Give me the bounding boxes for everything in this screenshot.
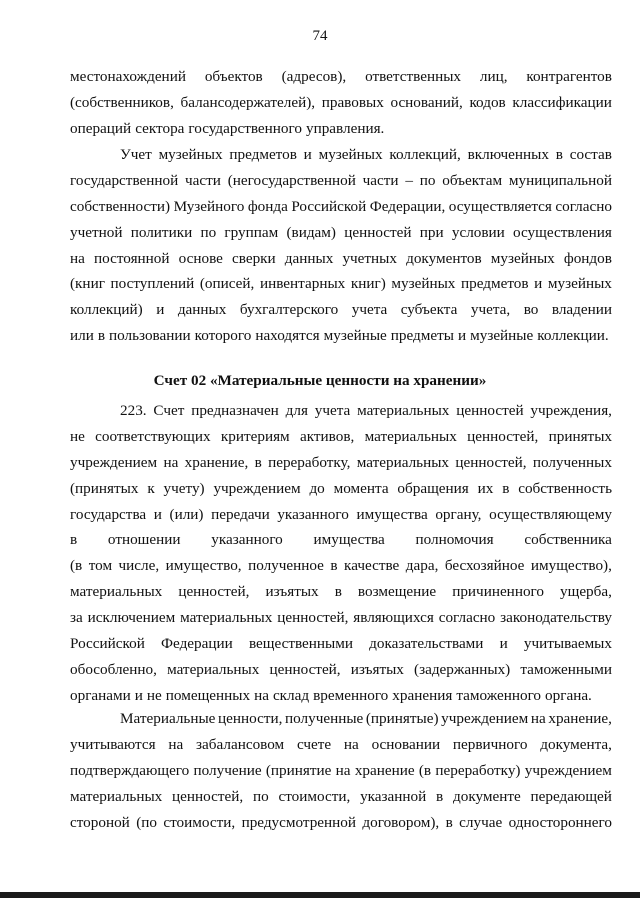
word: оснований, <box>390 93 463 111</box>
word: сверки <box>232 249 276 267</box>
word: операций <box>70 119 132 137</box>
word: ценностей <box>456 402 524 419</box>
word: забалансовом <box>196 735 285 753</box>
word: в <box>334 583 342 601</box>
word: отношении <box>107 531 181 549</box>
text-line <box>70 527 612 553</box>
word: согласно <box>555 197 612 215</box>
word: Федерации <box>161 635 233 653</box>
word: музейные <box>470 327 534 345</box>
word: и <box>153 505 162 523</box>
word: указанного <box>277 505 349 523</box>
word: ответственных <box>365 68 461 85</box>
word: Счет <box>153 402 185 419</box>
text-line <box>70 784 612 810</box>
word: ценностей, <box>178 583 250 601</box>
word: и <box>156 301 165 319</box>
text-line <box>70 194 612 220</box>
word: в <box>502 479 510 497</box>
word: на <box>335 761 351 779</box>
word: собственность <box>518 479 612 497</box>
word: Российской <box>291 197 367 215</box>
word: в <box>436 787 444 805</box>
word: предметов <box>461 275 529 293</box>
word: обращения <box>397 479 469 497</box>
word: учету) <box>163 479 205 497</box>
word: их <box>477 479 494 497</box>
word: на <box>70 249 85 267</box>
word: возмещение <box>357 583 437 601</box>
word: объектам <box>442 171 503 189</box>
word: бухгалтерского <box>239 301 339 319</box>
word: материальных <box>180 609 273 627</box>
word: активов, <box>299 427 355 445</box>
text-line <box>70 142 612 168</box>
word: кодов <box>469 93 506 111</box>
word: книг) <box>350 275 386 293</box>
word: хранение, <box>548 710 612 727</box>
word: хранения <box>392 686 453 704</box>
word: (по <box>136 813 157 831</box>
text-line <box>70 706 612 732</box>
word: на <box>343 735 359 753</box>
word: данных <box>284 249 334 267</box>
text-line <box>70 732 612 758</box>
word: том <box>88 557 113 575</box>
word: временного <box>313 686 389 704</box>
word: фондов <box>563 249 612 267</box>
word: ущерба, <box>560 583 612 601</box>
word: классификации <box>512 93 612 111</box>
word: учета <box>351 301 388 319</box>
word: получение <box>193 761 262 779</box>
word: в <box>330 557 338 575</box>
word: данных <box>177 301 227 319</box>
word: в <box>97 327 106 345</box>
word: и <box>534 275 543 293</box>
word: Федерации, <box>369 197 446 215</box>
word: за <box>70 609 83 627</box>
word: (описей, <box>199 275 255 293</box>
word: не <box>70 427 85 445</box>
word: сектора <box>135 119 185 137</box>
word: переработку) <box>435 761 521 779</box>
text-line <box>70 450 612 476</box>
word: (адресов), <box>281 68 347 85</box>
paragraph-4 <box>70 706 612 835</box>
word: в <box>70 531 78 549</box>
word: случае <box>459 813 503 831</box>
word: поступлений <box>110 275 195 293</box>
word: склад <box>272 686 310 704</box>
word: (негосударственной <box>227 171 356 189</box>
word: помещенных <box>165 686 251 704</box>
word: условии <box>451 223 505 241</box>
text-line <box>70 758 612 784</box>
word: (принятых <box>70 479 139 497</box>
word: ценностей, <box>172 787 244 805</box>
word: при <box>419 223 444 241</box>
word: органами <box>70 686 131 704</box>
word: дара, <box>405 557 439 575</box>
word: правовых <box>321 93 384 111</box>
word: материальных <box>364 427 457 445</box>
word: учитываются <box>70 735 156 753</box>
word: (принятие <box>265 761 332 779</box>
word: органа. <box>545 686 592 704</box>
page-number: 74 <box>312 28 328 44</box>
word: фонда <box>247 197 288 215</box>
text-line <box>70 220 612 246</box>
word: учета, <box>470 301 511 319</box>
word: доказательствами <box>369 635 484 653</box>
word: согласно <box>438 609 496 627</box>
text-line <box>70 810 612 836</box>
word: полученных <box>532 453 612 471</box>
word: органу, <box>435 505 482 523</box>
word: политики <box>130 223 193 241</box>
word: коллекций) <box>70 301 143 319</box>
word: числе, <box>118 557 160 575</box>
word: передачи <box>211 505 270 523</box>
text-line <box>70 116 612 142</box>
text-line <box>70 323 612 349</box>
word: на <box>163 453 179 471</box>
word: до <box>309 479 325 497</box>
word: Российской <box>70 635 145 653</box>
paragraph-223 <box>70 398 612 709</box>
word: находятся <box>255 327 320 345</box>
word: обособленно, <box>70 660 157 678</box>
word: владении <box>551 301 612 319</box>
word: указанного <box>211 531 283 549</box>
word: музейные <box>323 327 387 345</box>
word: полученные <box>285 710 364 727</box>
word: Учет <box>120 146 152 163</box>
word: основании <box>371 735 441 753</box>
word: имущества <box>356 505 428 523</box>
word: предназначен <box>191 402 279 419</box>
word: подтверждающего <box>70 761 190 779</box>
word: части <box>362 171 399 189</box>
word: учреждением <box>524 761 612 779</box>
text-line <box>70 553 612 579</box>
word: к <box>147 479 155 497</box>
word: музейных <box>158 146 223 163</box>
word: (в <box>418 761 432 779</box>
word: счете <box>296 735 332 753</box>
word: музейных <box>391 275 456 293</box>
word: пользовании <box>109 327 191 345</box>
word: – <box>405 171 413 189</box>
word: на <box>530 710 546 727</box>
word: полномочия <box>415 531 494 549</box>
word: части <box>185 171 221 189</box>
word: имущество), <box>530 557 612 575</box>
word: состав <box>569 146 612 163</box>
word: хранение, <box>184 453 249 471</box>
text-line <box>70 502 612 528</box>
word: соответствующих <box>95 427 211 445</box>
word: законодательству <box>500 609 612 627</box>
word: договором), <box>362 813 440 831</box>
word: не <box>146 686 162 704</box>
word: постоянной <box>93 249 170 267</box>
text-line <box>70 246 612 272</box>
word: группам <box>224 223 279 241</box>
word: контрагентов <box>526 68 612 85</box>
text-line <box>70 631 612 657</box>
word: на <box>168 735 184 753</box>
text-line <box>70 168 612 194</box>
word: субъекта <box>400 301 458 319</box>
word: осуществляется <box>448 197 552 215</box>
word: и <box>134 686 143 704</box>
word: по <box>200 223 217 241</box>
section-heading: Счет 02 «Материальные ценности на хранении» <box>153 372 487 389</box>
word: или <box>70 327 94 345</box>
word: вещественными <box>248 635 353 653</box>
word: документе <box>453 787 521 805</box>
word: учреждения, <box>530 402 612 419</box>
word: материальных <box>357 402 450 419</box>
word: учета <box>314 402 351 419</box>
text-line <box>70 297 612 323</box>
text-line <box>70 90 612 116</box>
word: муниципальной <box>508 171 612 189</box>
word: ценностей <box>344 223 412 241</box>
word: материальных <box>167 660 260 678</box>
word: в <box>254 453 262 471</box>
word: предусмотренной <box>241 813 357 831</box>
word: материальных <box>70 787 163 805</box>
word: материальных <box>356 453 450 471</box>
word: государственного <box>188 119 302 137</box>
word: государственной <box>70 171 179 189</box>
word: объектов <box>204 68 263 85</box>
word: материальных <box>70 583 163 601</box>
word: ценностей, <box>455 453 527 471</box>
word: учреждением <box>213 479 301 497</box>
word: предметов <box>229 146 297 163</box>
word: государства <box>70 505 147 523</box>
word: таможенного <box>456 686 542 704</box>
word: (задержанных) <box>414 660 511 678</box>
word: которого <box>194 327 252 345</box>
word: собственности) <box>70 197 171 215</box>
word: переработку, <box>268 453 351 471</box>
paragraph-2 <box>70 142 612 349</box>
word: (в <box>70 557 83 575</box>
text-line <box>70 476 612 502</box>
word: (принятые) <box>365 710 439 727</box>
word: и <box>499 635 508 653</box>
word: изъятых <box>265 583 319 601</box>
word: принятых <box>548 427 612 445</box>
word: осуществления <box>513 223 612 241</box>
word: ценностей, <box>269 660 341 678</box>
word: критериям <box>220 427 290 445</box>
word: и <box>303 146 312 163</box>
text-line <box>70 398 612 424</box>
word: музейных <box>490 249 555 267</box>
word: лиц, <box>479 68 508 85</box>
word: полученное <box>248 557 324 575</box>
word: учреждением <box>441 710 529 727</box>
word: в <box>555 146 563 163</box>
word: хранение <box>354 761 415 779</box>
word: (видам) <box>286 223 336 241</box>
word: по <box>252 787 269 805</box>
word: имущество, <box>165 557 242 575</box>
word: основе <box>178 249 223 267</box>
word: ценностей, <box>277 609 349 627</box>
word: учитываемых <box>523 635 612 653</box>
word: инвентарных <box>259 275 346 293</box>
word: ценности, <box>218 710 283 727</box>
word: осуществляющему <box>489 505 612 523</box>
paragraph-1 <box>70 64 612 142</box>
word: балансодержателей), <box>180 93 316 111</box>
word: музейных <box>318 146 383 163</box>
word: указанной <box>360 787 427 805</box>
word: бесхозяйное <box>444 557 525 575</box>
word: в <box>445 813 453 831</box>
word: (или) <box>169 505 204 523</box>
word: передающей <box>530 787 612 805</box>
word: и <box>457 327 467 345</box>
word: изъятых <box>350 660 404 678</box>
word: стоимости, <box>278 787 351 805</box>
text-line <box>70 424 612 450</box>
text-line <box>70 605 612 631</box>
word: ценностей, <box>467 427 539 445</box>
word: (книг <box>70 275 105 293</box>
word: предметы <box>390 327 454 345</box>
word: коллекций, <box>389 146 461 163</box>
word: качестве <box>344 557 400 575</box>
text-line <box>70 64 612 90</box>
text-line <box>70 271 612 297</box>
word: являющихся <box>353 609 434 627</box>
word: коллекции. <box>537 327 609 345</box>
word: первичного <box>452 735 528 753</box>
text-line <box>70 579 612 605</box>
word: исключением <box>87 609 176 627</box>
word: во <box>523 301 539 319</box>
word: документов <box>406 249 482 267</box>
word: учетной <box>70 223 123 241</box>
word: управления. <box>305 119 385 137</box>
text-line <box>70 683 612 709</box>
word: 223. <box>120 402 147 419</box>
word: собственника <box>524 531 612 549</box>
word: учетных <box>342 249 397 267</box>
word: на <box>254 686 269 704</box>
word: одностороннего <box>508 813 612 831</box>
word: момента <box>333 479 389 497</box>
scan-bottom-edge <box>0 892 640 898</box>
text-line <box>70 657 612 683</box>
word: Музейного <box>173 197 245 215</box>
word: (собственников, <box>70 93 174 111</box>
word: Материальные <box>120 710 216 727</box>
word: имущества <box>313 531 385 549</box>
word: для <box>285 402 308 419</box>
word: местонахождений <box>70 68 186 85</box>
word: музейных <box>547 275 612 293</box>
word: причиненного <box>452 583 544 601</box>
word: документа, <box>540 735 612 753</box>
word: учреждением <box>70 453 158 471</box>
word: включенных <box>467 146 549 163</box>
word: по <box>419 171 436 189</box>
word: таможенными <box>520 660 612 678</box>
word: стоимости, <box>163 813 236 831</box>
word: стороной <box>70 813 130 831</box>
